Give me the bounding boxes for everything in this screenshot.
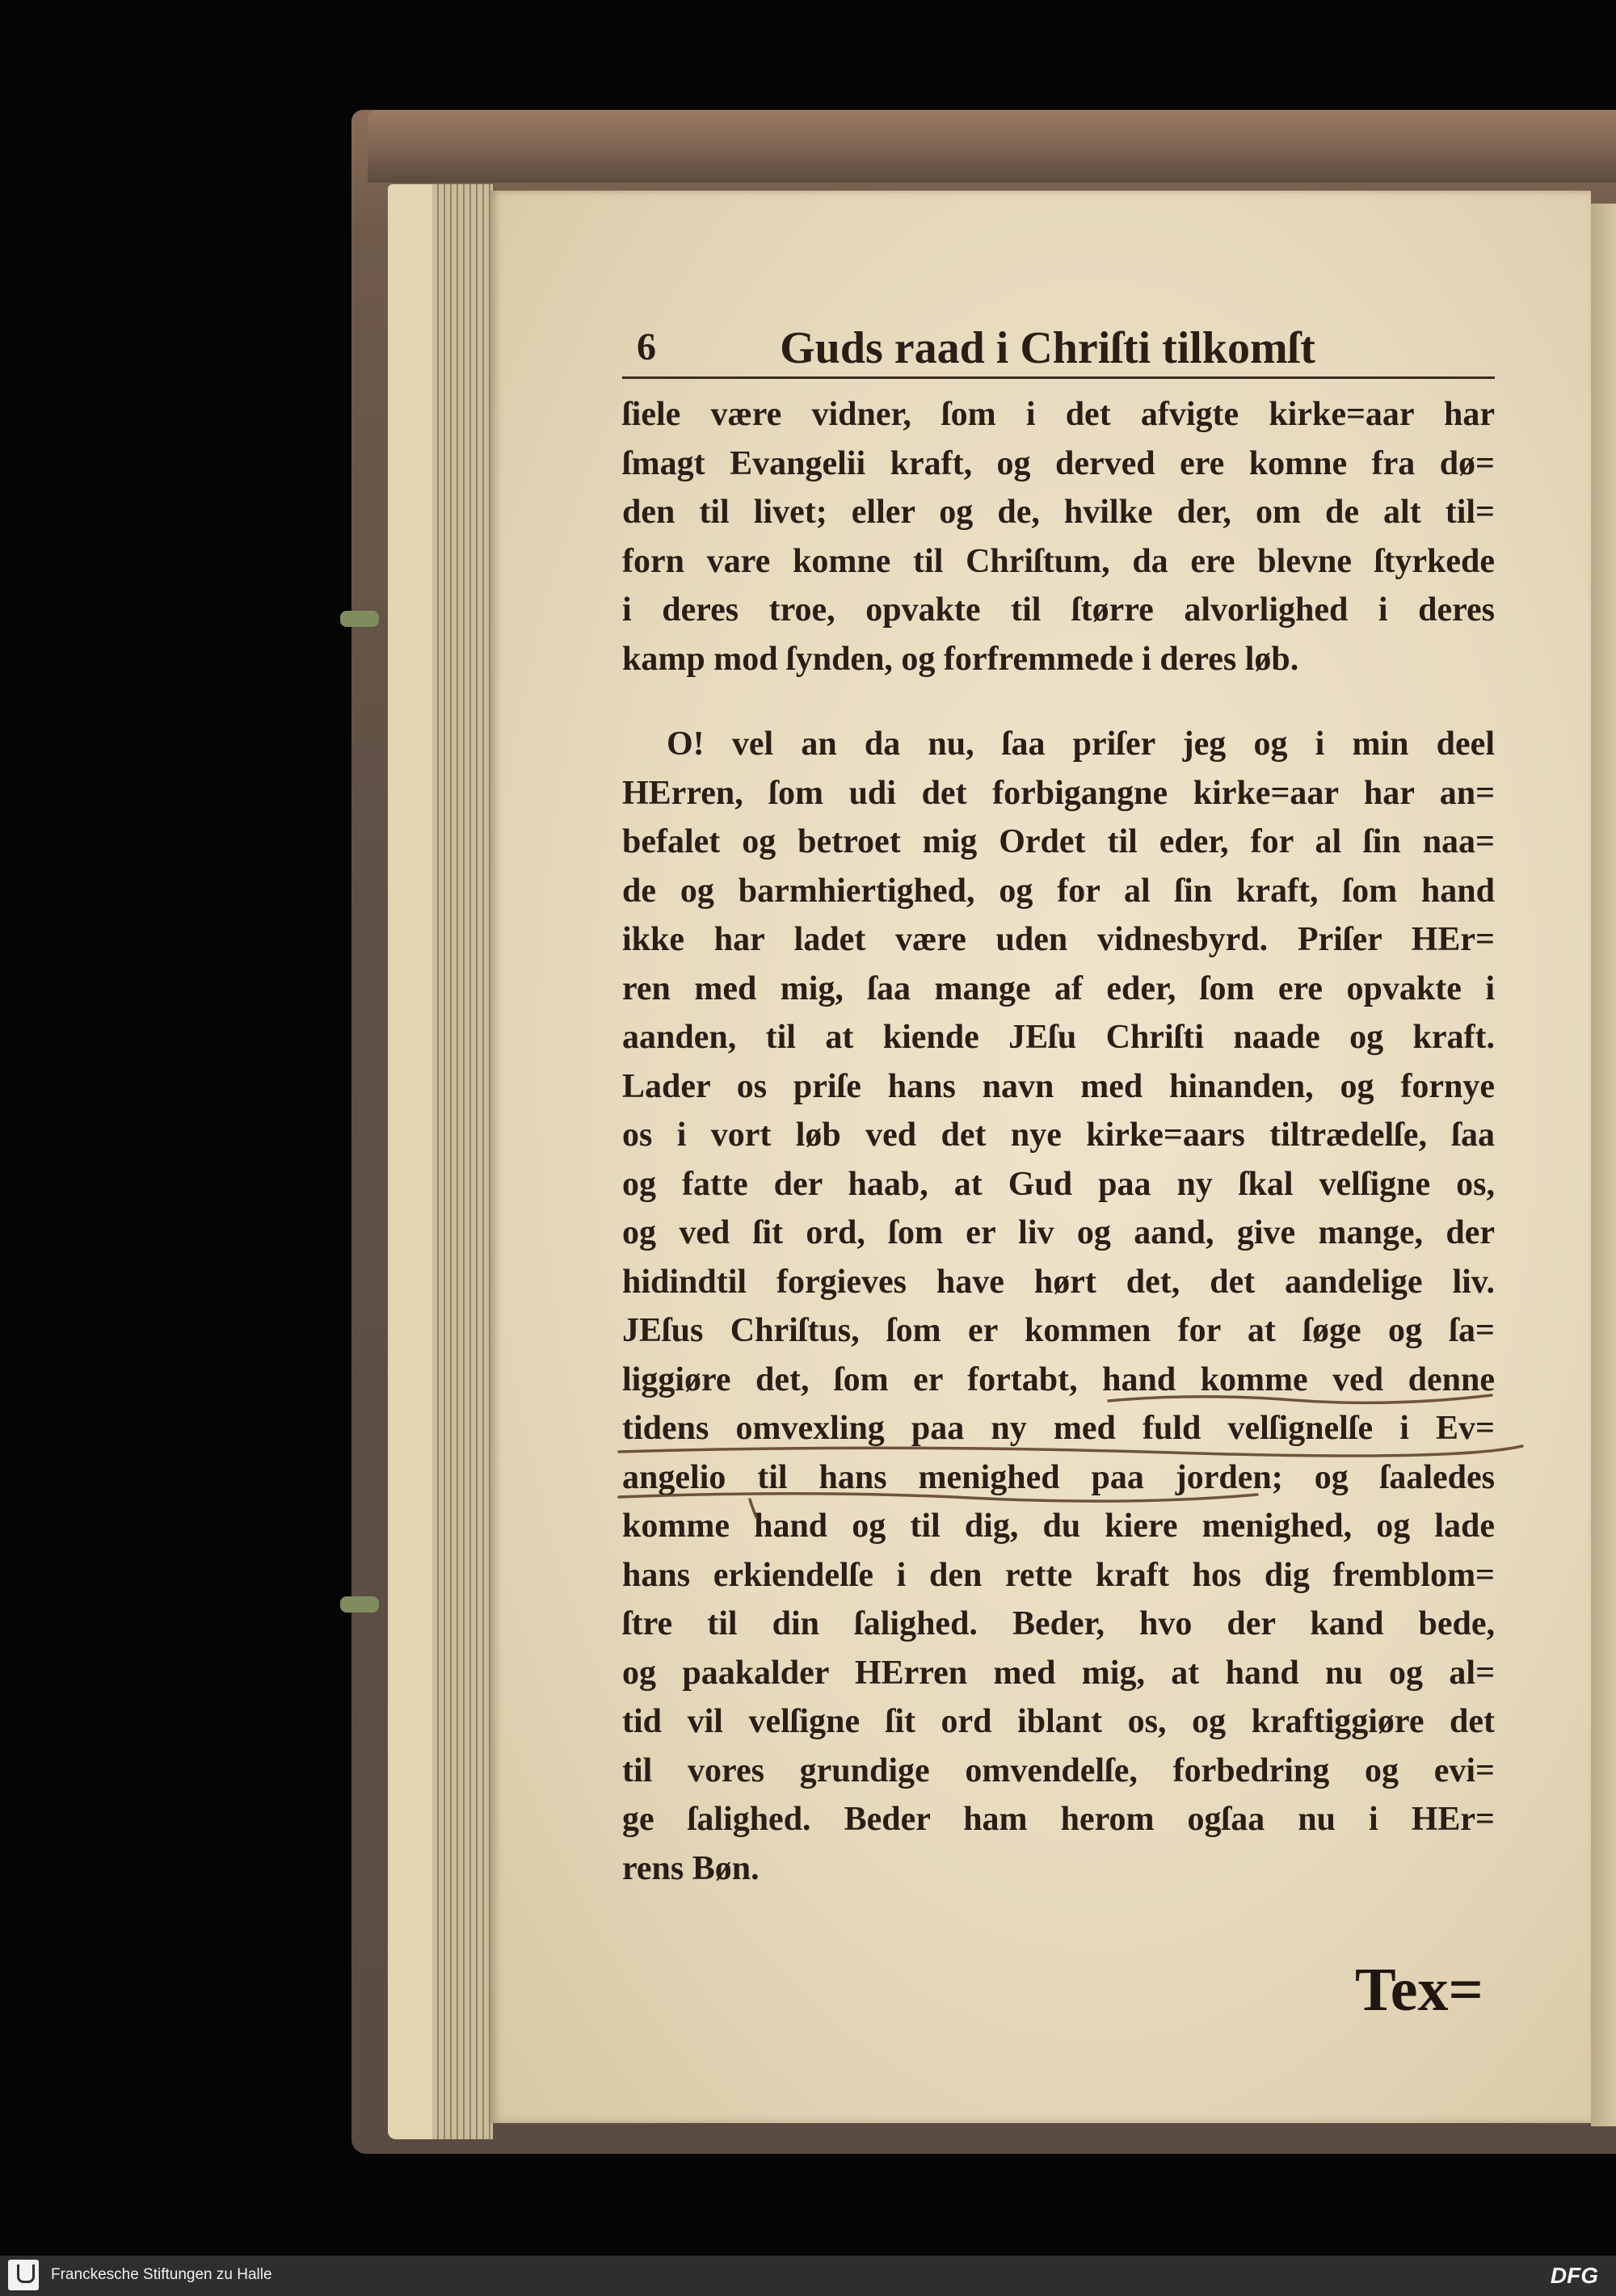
ribbon-tab (340, 1596, 379, 1613)
text-line: de og barmhiertighed, og for al ſin kraft, ſom hand (622, 872, 1495, 910)
text-line: ren med mig, ſaa mange af eder, ſom ere opvakte i (622, 969, 1495, 1007)
catchword: Tex= (1355, 1956, 1483, 2024)
text-line: kamp mod ſynden, og forfremmede i deres løb. (622, 640, 1299, 678)
text-line: tid vil velſigne ſit ord iblant os, og kraftiggiøre det (622, 1703, 1495, 1740)
ribbon-tab (340, 611, 379, 627)
footer-bar (0, 2256, 1616, 2296)
text-line: rens Bøn. (622, 1849, 760, 1887)
paragraph (622, 720, 1495, 1893)
dfg-logo: DFG (1550, 2263, 1598, 2288)
text-line: ge ſalighed. Beder ham herom ogſaa nu i HEr= (622, 1801, 1495, 1838)
text-line: og paakalder HErren med mig, at hand nu og al= (622, 1654, 1495, 1692)
page-stack-edges (388, 184, 493, 2139)
text-line: aanden, til at kiende JEſu Chriſti naade og kraft. (622, 1019, 1495, 1056)
text-line: ikke har ladet være uden vidnesbyrd. Priſer HEr= (622, 921, 1495, 958)
text-block (622, 390, 1495, 1893)
text-line: Lader os priſe hans navn med hinanden, og fornye (622, 1067, 1495, 1105)
text-line: hidindtil forgieves have hørt det, det aandelige liv. (622, 1263, 1495, 1301)
text-line: befalet og betroet mig Ordet til eder, for al ſin naa= (622, 823, 1495, 860)
text-line: HErren, ſom udi det forbigangne kirke=aar har an= (622, 774, 1495, 812)
next-page-edge (1591, 204, 1616, 2126)
text-line: til vores grundige omvendelſe, forbedring og evi= (622, 1751, 1495, 1789)
text-line: komme hand og til dig, du kiere menighed, og lade (622, 1508, 1495, 1545)
text-line: ſiele være vidner, ſom i det afvigte kirke=aar har (622, 396, 1495, 433)
text-line: os i vort løb ved det nye kirke=aars tiltrædelſe, ſaa (622, 1116, 1495, 1154)
text-line: tidens omvexling paa ny med fuld velſignelſe i Ev= (622, 1410, 1495, 1447)
text-line: O! vel an da nu, ſaa priſer jeg og i min deel (667, 725, 1495, 763)
text-line: ſtre til din ſalighed. Beder, hvo der kand bede, (622, 1605, 1495, 1642)
book-cover-edge (368, 110, 1616, 183)
running-title: Guds raad i Chriſti tilkomſt (780, 323, 1315, 373)
text-line: angelio til hans menighed paa jorden; og ſaaledes (622, 1458, 1495, 1496)
text-line: liggiøre det, ſom er fortabt, hand komme ved denne (622, 1360, 1495, 1398)
text-line: hans erkiendelſe i den rette kraft hos dig fremblom= (622, 1556, 1495, 1594)
page-number: 6 (637, 326, 656, 368)
paragraph (622, 390, 1495, 683)
text-line: ſmagt Evangelii kraft, og derved ere komne fra dø= (622, 444, 1495, 482)
text-line: og fatte der haab, at Gud paa ny ſkal velſigne os, (622, 1165, 1495, 1203)
text-line: og ved ſit ord, ſom er liv og aand, give mange, der (622, 1214, 1495, 1251)
text-line: den til livet; eller og de, hvilke der, om de alt til= (622, 494, 1495, 531)
text-line: i deres troe, opvakte til ſtørre alvorlighed i deres (622, 591, 1495, 629)
franckesche-logo-icon (8, 2260, 39, 2290)
page-header (622, 320, 1495, 379)
institution-credit: Franckesche Stiftungen zu Halle (51, 2266, 272, 2283)
text-line: forn vare komne til Chriſtum, da ere blevne ſtyrkede (622, 542, 1495, 580)
text-line: JEſus Chriſtus, ſom er kommen for at ſøge og ſa= (622, 1312, 1495, 1349)
